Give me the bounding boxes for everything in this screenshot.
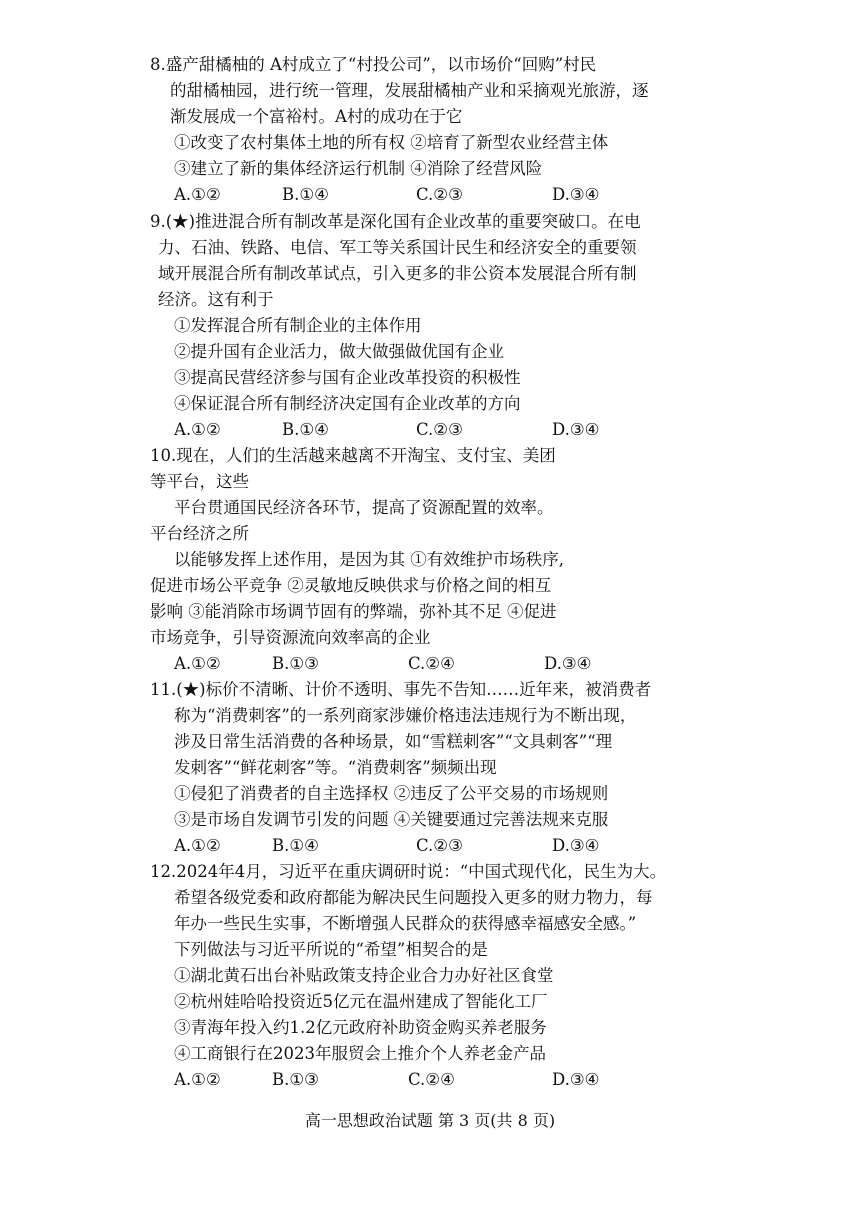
q12-statement: ②杭州娃哈哈投资近5亿元在温州建成了智能化工厂 <box>174 992 548 1011</box>
q8-option-b: B.①④ <box>282 185 329 204</box>
q10-line: 促进市场公平竞争 ②灵敏地反映供求与价格之间的相互 <box>150 576 552 595</box>
q11-stem-line: 称为“消费刺客”的一系列商家涉嫌价格违法违规行为不断出现， <box>174 706 637 725</box>
q12-stem-line: 年办一些民生实事，不断增强人民群众的获得感幸福感安全感。” <box>174 914 637 933</box>
q10-option-c: C.②④ <box>408 654 455 673</box>
q9-statement: ④保证混合所有制经济决定国有企业改革的方向 <box>174 394 521 413</box>
q10-option-a: A.①② <box>174 654 221 673</box>
q8-stem-line: 渐发展成一个富裕村。A村的成功在于它 <box>170 107 463 126</box>
q9-stem-line: 9.(★)推进混合所有制改革是深化国有企业改革的重要突破口。在电 <box>150 212 641 231</box>
q12-option-a: A.①② <box>174 1070 221 1089</box>
q10-line: 以能够发挥上述作用，是因为其 ①有效维护市场秩序, <box>174 550 564 569</box>
q11-option-d: D.③④ <box>552 836 600 855</box>
q10-line: 平台经济之所 <box>150 524 249 543</box>
q8-statement: ③建立了新的集体经济运行机制 ④消除了经营风险 <box>174 159 543 178</box>
q9-stem-line: 力、石油、铁路、电信、军工等关系国计民生和经济安全的重要领 <box>158 238 637 257</box>
q10-option-b: B.①③ <box>272 654 319 673</box>
q12-statement: ④工商银行在2023年服贸会上推介个人养老金产品 <box>174 1044 546 1063</box>
q10-line: 影响 ③能消除市场调节固有的弊端，弥补其不足 ④促进 <box>150 602 557 621</box>
q11-statement: ①侵犯了消费者的自主选择权 ②违反了公平交易的市场规则 <box>174 784 609 803</box>
q12-option-b: B.①③ <box>272 1070 319 1089</box>
q8-stem-line: 的甜橘柚园，进行统一管理，发展甜橘柚产业和采摘观光旅游，逐 <box>170 81 649 100</box>
q9-option-c: C.②③ <box>416 420 463 439</box>
q9-statement: ①发挥混合所有制企业的主体作用 <box>174 316 422 335</box>
q9-option-a: A.①② <box>174 420 221 439</box>
q11-option-a: A.①② <box>174 836 221 855</box>
q12-statement: ①湖北黄石出台补贴政策支持企业合力办好社区食堂 <box>174 966 554 985</box>
q11-option-c: C.②③ <box>416 836 463 855</box>
q12-stem-line: 希望各级党委和政府都能为解决民生问题投入更多的财力物力，每 <box>174 888 653 907</box>
q8-option-d: D.③④ <box>552 185 600 204</box>
q9-option-d: D.③④ <box>552 420 600 439</box>
q8-option-c: C.②③ <box>416 185 463 204</box>
q9-stem-line: 域开展混合所有制改革试点，引入更多的非公资本发展混合所有制 <box>158 264 637 283</box>
q11-stem-line: 涉及日常生活消费的各种场景，如“雪糕刺客”“文具刺客”“理 <box>174 732 613 751</box>
q11-stem-line: 发刺客”“鲜花刺客”等。“消费刺客”频频出现 <box>174 758 497 777</box>
q10-line: 等平台，这些 <box>150 472 249 491</box>
q12-stem-line: 下列做法与习近平所说的“希望”相契合的是 <box>174 940 488 959</box>
q10-line: 市场竞争，引导资源流向效率高的企业 <box>150 628 431 647</box>
q8-option-a: A.①② <box>174 185 221 204</box>
q12-stem-line: 12.2024年4月，习近平在重庆调研时说：“中国式现代化，民生为大。 <box>150 862 667 881</box>
q11-stem-line: 11.(★)标价不清晰、计价不透明、事先不告知……近年来，被消费者 <box>150 680 652 699</box>
q9-stem-line: 经济。这有利于 <box>158 290 274 309</box>
q9-statement: ③提高民营经济参与国有企业改革投资的积极性 <box>174 368 521 387</box>
q8-statement: ①改变了农村集体土地的所有权 ②培育了新型农业经营主体 <box>174 133 609 152</box>
q11-statement: ③是市场自发调节引发的问题 ④关键要通过完善法规来克服 <box>174 810 609 829</box>
q10-line: 平台贯通国民经济各环节，提高了资源配置的效率。 <box>174 498 554 517</box>
q9-statement: ②提升国有企业活力，做大做强做优国有企业 <box>174 342 504 361</box>
q12-option-c: C.②④ <box>408 1070 455 1089</box>
q12-statement: ③青海年投入约1.2亿元政府补助资金购买养老服务 <box>174 1018 547 1037</box>
q11-option-b: B.①④ <box>272 836 319 855</box>
q10-option-d: D.③④ <box>544 654 592 673</box>
q12-option-d: D.③④ <box>552 1070 600 1089</box>
page-footer: 高一思想政治试题 第 3 页(共 8 页) <box>304 1111 556 1130</box>
q10-line: 10.现在，人们的生活越来越离不开淘宝、支付宝、美团 <box>150 446 556 465</box>
q8-stem-line: 8.盛产甜橘柚的 A村成立了“村投公司”，以市场价“回购”村民 <box>150 55 597 74</box>
q9-option-b: B.①④ <box>282 420 329 439</box>
